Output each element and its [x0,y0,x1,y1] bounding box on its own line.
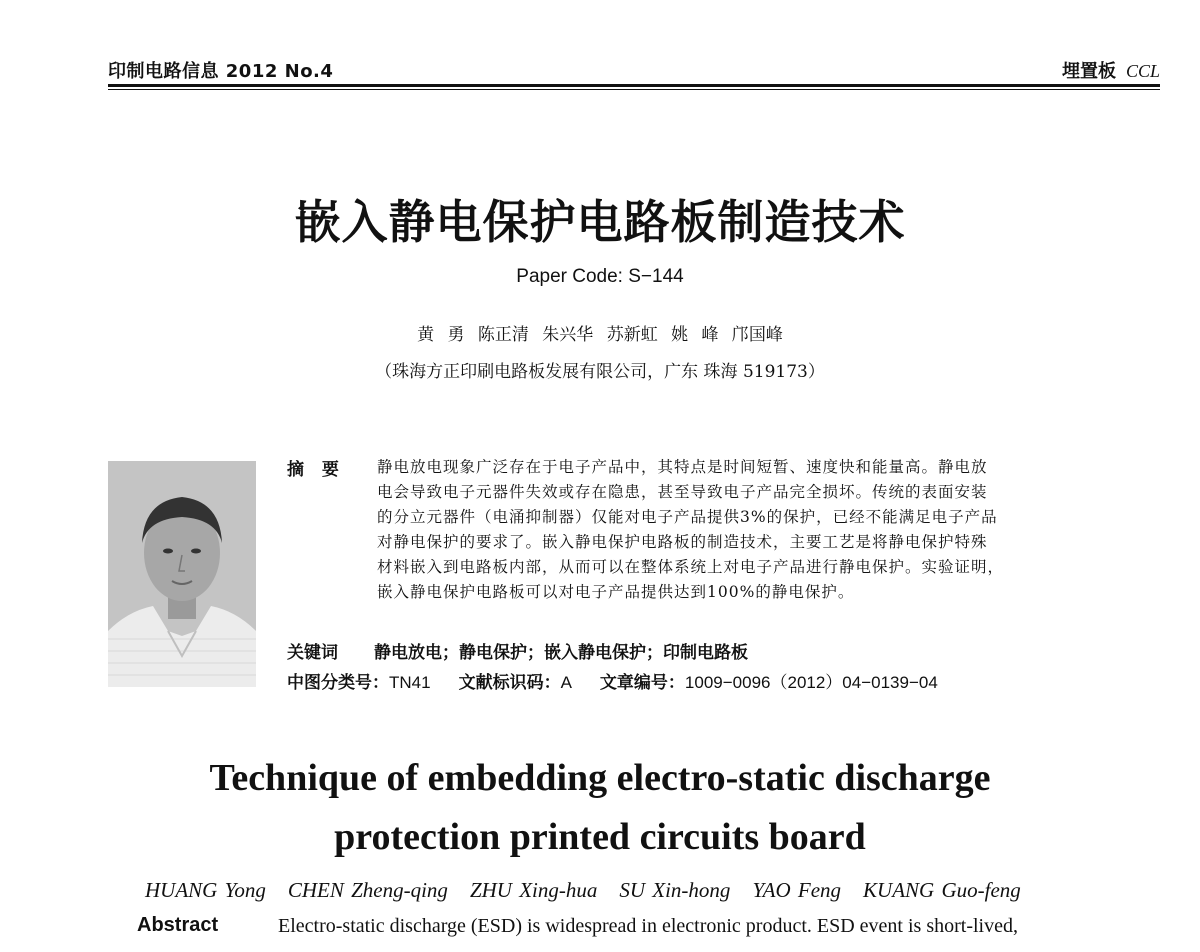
keywords-text: 静电放电；静电保护；嵌入静电保护；印制电路板 [374,643,748,663]
english-title-line2: protection printed circuits board [334,816,866,858]
abstract-line: 电会导致电子元器件失效或存在隐患，甚至导致电子产品完全损坏。传统的表面安装 [377,483,988,501]
abstract-body-cn [377,455,1079,605]
clc-value: TN41 [389,673,431,692]
paper-code: Paper Code: S−144 [516,266,684,287]
chinese-affiliation: （珠海方正印刷电路板发展有限公司，广东 珠海 519173） [375,362,825,382]
keywords-label: 关键词 [287,643,338,663]
abstract-line: 嵌入静电保护电路板可以对电子产品提供达到100%的静电保护。 [377,583,855,601]
article-number-label: 文章编号： [599,673,685,693]
clc-label: 中图分类号： [287,673,389,693]
abstract-line: 对静电保护的要求了。嵌入静电保护电路板的制造技术，主要工艺是将静电保护特殊 [377,533,988,551]
abstract-line: 的分立元器件（电涌抑制器）仅能对电子产品提供3%的保护，已经不能满足电子产品 [377,508,998,526]
header-rule-thick [108,84,1160,87]
english-title-line1: Technique of embedding electro-static discharge [209,757,991,799]
author-name: KUANG Guo-feng [863,878,1021,902]
abstract-line: 材料嵌入到电路板内部，从而可以在整体系统上对电子产品进行静电保护。实验证明， [377,558,1005,576]
author-name: HUANG Yong [145,878,266,902]
abstract-body-en: Electro-static discharge (ESD) is widespread in electronic product. ESD event is short-lived, [278,915,1018,937]
journal-header: 印制电路信息 2012 No.4 [108,61,334,82]
english-authors [145,878,1043,903]
author-name: CHEN Zheng-qing [287,878,448,902]
abstract-label-cn: 摘 要 [287,460,345,480]
author-portrait-icon [108,461,256,687]
abstract-label-en: Abstract [137,914,219,936]
author-name: YAO Feng [752,878,842,902]
section-header [1062,57,1160,83]
abstract-line: 静电放电现象广泛存在于电子产品中，其特点是时间短暂、速度快和能量高。静电放 [377,458,988,476]
doc-code-label: 文献标识码： [458,673,561,693]
author-name: ZHU Xing-hua [469,878,598,902]
author-name: SU Xin-hong [619,878,731,902]
chinese-authors: 黄 勇 陈正清 朱兴华 苏新虹 姚 峰 邝国峰 [417,325,783,345]
doc-code-value: A [560,673,572,692]
header-rule-thin [108,89,1160,90]
article-number-value: 1009−0096（2012）04−0139−04 [684,673,938,692]
author-photo [108,461,256,687]
section-label-en: CCL [1125,61,1160,81]
section-label: 埋置板 [1061,61,1116,82]
classification-row [287,668,938,693]
chinese-title: 嵌入静电保护电路板制造技术 [294,195,906,249]
